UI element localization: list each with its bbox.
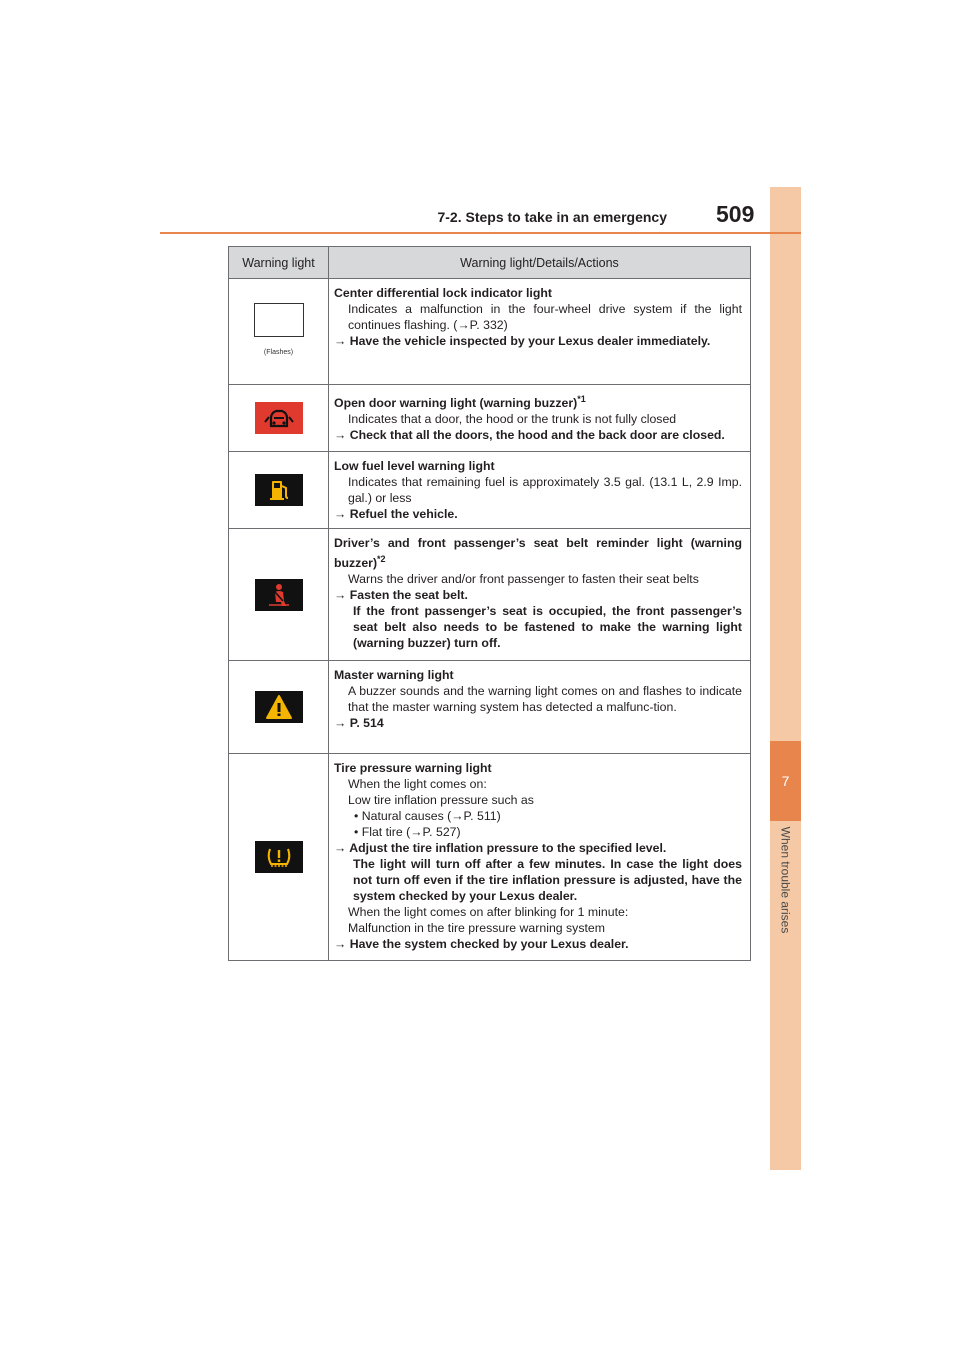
light-detail: Indicates that a door, the hood or the trunk is not fully closed bbox=[348, 412, 677, 427]
light-action: → Adjust the tire inflation pressure to the specified level. bbox=[334, 841, 667, 855]
header-rule bbox=[160, 232, 801, 234]
details-cell bbox=[329, 385, 751, 452]
light-action: → Have the vehicle inspected by your Lexus dealer immediately. bbox=[334, 334, 711, 348]
light-detail: Indicates that remaining fuel is approximately 3.5 gal. (13.1 L, 2.9 Imp. gal.) or less bbox=[348, 475, 742, 505]
light-action: → P. 514 bbox=[334, 716, 384, 730]
side-band bbox=[770, 187, 801, 1170]
footnote-mark: *1 bbox=[577, 394, 586, 404]
light-name bbox=[334, 391, 742, 411]
column-header-warning-light: Warning light bbox=[229, 247, 329, 279]
light-name-text: Driver’s and front passenger’s seat belt reminder light (warning buzzer) bbox=[334, 536, 742, 571]
details-cell bbox=[329, 529, 751, 661]
light-action-detail: If the front passenger’s seat is occupied, the front passenger’s seat belt also needs to be fastened to make the warning light (warning buzzer) turn off. bbox=[353, 604, 742, 651]
details-cell bbox=[329, 452, 751, 529]
table-row bbox=[229, 385, 751, 452]
page-number: 509 bbox=[716, 201, 755, 227]
open-door-icon bbox=[255, 402, 303, 434]
light-name: Master warning light bbox=[334, 668, 454, 682]
light-detail: Warns the driver and/or front passenger to fasten their seat belts bbox=[348, 572, 699, 587]
light-action: → Have the system checked by your Lexus dealer. bbox=[334, 937, 629, 951]
warning-table bbox=[228, 246, 751, 961]
chapter-label-text: When trouble arises bbox=[778, 826, 793, 934]
light-detail: A buzzer sounds and the warning light comes on and flashes to indicate that the master warning system has detected a malfunc-tion. bbox=[348, 684, 742, 714]
footnote-mark: *2 bbox=[377, 554, 386, 564]
light-name bbox=[334, 535, 742, 571]
light-name: Center differential lock indicator light bbox=[334, 286, 552, 300]
table-row bbox=[229, 279, 751, 385]
chapter-label bbox=[770, 828, 801, 932]
tire-pressure-icon bbox=[255, 841, 303, 873]
light-detail: When the light comes on: bbox=[348, 777, 487, 791]
seat-belt-icon bbox=[255, 579, 303, 611]
light-detail: Malfunction in the tire pressure warning system bbox=[348, 921, 605, 935]
table-header-row bbox=[229, 247, 751, 279]
table-row bbox=[229, 754, 751, 961]
section-title: 7-2. Steps to take in an emergency bbox=[437, 209, 667, 225]
chapter-number: 7 bbox=[781, 773, 790, 789]
icon-cell bbox=[229, 279, 329, 385]
light-detail: Indicates a malfunction in the four-wheel drive system if the light continues flashing. (→P. 332) bbox=[348, 302, 742, 332]
light-name: Tire pressure warning light bbox=[334, 761, 492, 775]
light-action: → Fasten the seat belt. bbox=[334, 588, 468, 603]
light-name: Low fuel level warning light bbox=[334, 459, 495, 473]
master-warning-icon bbox=[255, 691, 303, 723]
light-action-detail: The light will turn off after a few minutes. In case the light does not turn off even if the tire inflation pressure is adjusted, have the system checked by your Lexus dealer. bbox=[353, 857, 742, 903]
bullet-item: • Flat tire (→P. 527) bbox=[354, 825, 461, 839]
details-cell bbox=[329, 661, 751, 754]
light-action: → Refuel the vehicle. bbox=[334, 507, 458, 521]
bullet-item: • Natural causes (→P. 511) bbox=[354, 809, 501, 823]
table-row bbox=[229, 529, 751, 661]
light-name-text: Open door warning light (warning buzzer) bbox=[334, 396, 578, 411]
chapter-tab[interactable] bbox=[770, 741, 801, 821]
table-row bbox=[229, 452, 751, 529]
details-cell bbox=[329, 754, 751, 961]
light-detail: When the light comes on after blinking for 1 minute: bbox=[348, 905, 629, 919]
icon-cell bbox=[229, 754, 329, 961]
icon-cell bbox=[229, 385, 329, 452]
table-row bbox=[229, 661, 751, 754]
center-differential-lock-icon bbox=[254, 303, 304, 337]
icon-cell bbox=[229, 661, 329, 754]
light-action: → Check that all the doors, the hood and the back door are closed. bbox=[334, 428, 725, 443]
column-header-details: Warning light/Details/Actions bbox=[329, 247, 751, 279]
light-detail: Low tire inflation pressure such as bbox=[348, 793, 534, 807]
icon-cell bbox=[229, 529, 329, 661]
icon-cell bbox=[229, 452, 329, 529]
details-cell bbox=[329, 279, 751, 385]
fuel-pump-icon bbox=[255, 474, 303, 506]
flashes-caption: (Flashes) bbox=[263, 348, 294, 356]
